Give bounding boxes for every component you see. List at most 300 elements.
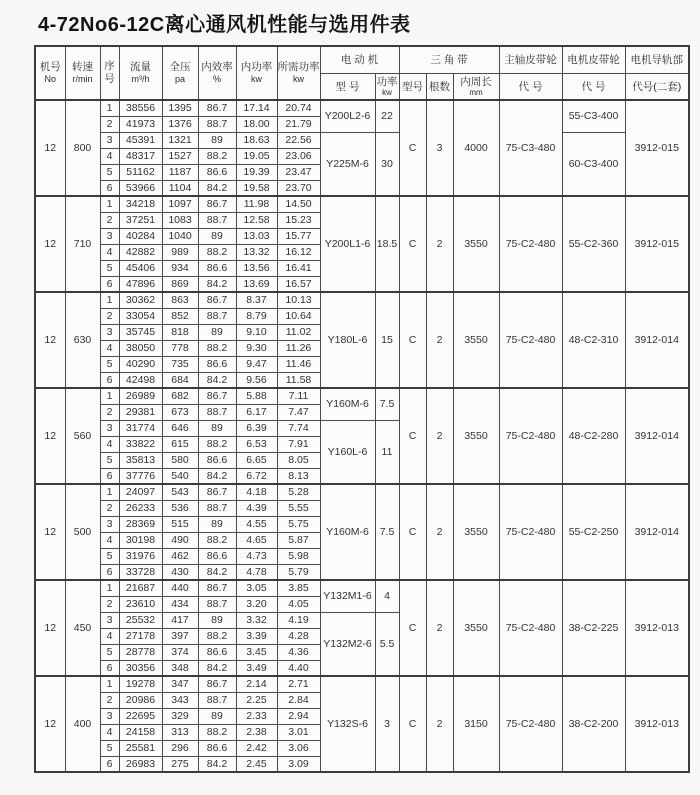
cell-seq: 1 [100, 580, 119, 596]
cell-seq: 2 [100, 596, 119, 612]
cell-efficiency: 89 [198, 420, 236, 436]
cell-inner-power: 3.05 [236, 580, 277, 596]
cell-efficiency: 89 [198, 132, 236, 148]
cell-seq: 4 [100, 340, 119, 356]
cell-main-pulley-code: 75-C2-480 [499, 676, 562, 772]
col-group-motor: 电 动 机 [320, 46, 399, 73]
cell-efficiency: 86.7 [198, 484, 236, 500]
cell-pressure: 515 [162, 516, 198, 532]
table-row [35, 484, 689, 500]
cell-seq: 4 [100, 436, 119, 452]
cell-required-power: 16.12 [277, 244, 320, 260]
col-header-pressure [162, 46, 198, 100]
cell-required-power: 3.09 [277, 756, 320, 772]
cell-required-power: 23.06 [277, 148, 320, 164]
cell-motor-pulley-code: 38-C2-200 [562, 676, 625, 772]
col-header-required-power [277, 46, 320, 100]
cell-required-power: 7.74 [277, 420, 320, 436]
cell-inner-power: 2.45 [236, 756, 277, 772]
cell-inner-power: 4.78 [236, 564, 277, 580]
fan-selection-table [34, 45, 690, 773]
cell-flow: 45391 [119, 132, 162, 148]
speed-unit: r/min [72, 73, 93, 84]
cell-belt-model: C [399, 484, 426, 580]
cell-efficiency: 86.6 [198, 452, 236, 468]
cell-pressure: 348 [162, 660, 198, 676]
table-row [35, 292, 689, 308]
cell-efficiency: 84.2 [198, 756, 236, 772]
cell-pressure: 430 [162, 564, 198, 580]
col-header-efficiency [198, 46, 236, 100]
table-body [35, 100, 689, 772]
machine-no-unit: No [44, 73, 56, 84]
cell-inner-power: 9.56 [236, 372, 277, 388]
cell-seq: 6 [100, 660, 119, 676]
cell-pressure: 1527 [162, 148, 198, 164]
cell-efficiency: 84.2 [198, 276, 236, 292]
cell-inner-power: 19.05 [236, 148, 277, 164]
cell-required-power: 20.74 [277, 100, 320, 116]
cell-inner-power: 9.30 [236, 340, 277, 356]
cell-pressure: 543 [162, 484, 198, 500]
cell-seq: 2 [100, 308, 119, 324]
cell-seq: 3 [100, 132, 119, 148]
cell-inner-power: 13.56 [236, 260, 277, 276]
cell-rail-code: 3912-014 [625, 292, 689, 388]
cell-required-power: 15.23 [277, 212, 320, 228]
cell-speed: 800 [65, 100, 100, 196]
cell-machine-no: 12 [35, 580, 65, 676]
cell-belt-length: 3550 [453, 484, 499, 580]
cell-seq: 1 [100, 100, 119, 116]
cell-seq: 3 [100, 708, 119, 724]
cell-efficiency: 84.2 [198, 564, 236, 580]
cell-efficiency: 86.7 [198, 100, 236, 116]
cell-efficiency: 88.7 [198, 404, 236, 420]
cell-flow: 26989 [119, 388, 162, 404]
cell-motor-model: Y160M-6 [320, 388, 375, 420]
cell-efficiency: 86.6 [198, 644, 236, 660]
cell-seq: 5 [100, 740, 119, 756]
cell-pressure: 863 [162, 292, 198, 308]
cell-pressure: 397 [162, 628, 198, 644]
cell-seq: 2 [100, 500, 119, 516]
cell-seq: 3 [100, 324, 119, 340]
cell-pressure: 673 [162, 404, 198, 420]
cell-inner-power: 6.65 [236, 452, 277, 468]
inner-power-unit: kw [251, 73, 262, 84]
cell-efficiency: 86.6 [198, 548, 236, 564]
cell-pressure: 1104 [162, 180, 198, 196]
cell-required-power: 8.13 [277, 468, 320, 484]
machine-no-label: 机号 [39, 61, 61, 74]
cell-main-pulley-code: 75-C2-480 [499, 484, 562, 580]
cell-efficiency: 86.6 [198, 356, 236, 372]
cell-inner-power: 6.53 [236, 436, 277, 452]
cell-efficiency: 88.7 [198, 692, 236, 708]
cell-required-power: 10.64 [277, 308, 320, 324]
cell-required-power: 5.55 [277, 500, 320, 516]
cell-inner-power: 17.14 [236, 100, 277, 116]
pressure-label: 全压 [169, 61, 191, 74]
col-group-motor-pulley: 电机皮带轮 [562, 46, 625, 73]
cell-required-power: 3.06 [277, 740, 320, 756]
cell-seq: 4 [100, 628, 119, 644]
cell-main-pulley-code: 75-C2-480 [499, 388, 562, 484]
cell-inner-power: 13.32 [236, 244, 277, 260]
cell-pressure: 296 [162, 740, 198, 756]
cell-pressure: 580 [162, 452, 198, 468]
cell-required-power: 4.05 [277, 596, 320, 612]
cell-motor-pulley-code: 60-C3-400 [562, 132, 625, 196]
cell-motor-power: 4 [375, 580, 399, 612]
cell-seq: 5 [100, 452, 119, 468]
cell-belt-length: 3150 [453, 676, 499, 772]
cell-required-power: 4.40 [277, 660, 320, 676]
cell-required-power: 10.13 [277, 292, 320, 308]
table-row [35, 388, 689, 404]
required-power-label: 所需功率 [277, 61, 320, 74]
cell-required-power: 5.87 [277, 532, 320, 548]
cell-belt-length: 4000 [453, 100, 499, 196]
cell-belt-count: 2 [426, 388, 453, 484]
belt-length-label: 内周长 [460, 76, 492, 89]
cell-flow: 48317 [119, 148, 162, 164]
cell-main-pulley-code: 75-C2-480 [499, 580, 562, 676]
cell-efficiency: 86.6 [198, 260, 236, 276]
col-header-rail-code: 代号(二套) [625, 73, 689, 100]
col-header-motor-pulley-code: 代 号 [562, 73, 625, 100]
cell-efficiency: 86.7 [198, 676, 236, 692]
table-row [35, 676, 689, 692]
col-header-inner-power [236, 46, 277, 100]
cell-efficiency: 86.7 [198, 292, 236, 308]
cell-pressure: 852 [162, 308, 198, 324]
cell-motor-power: 7.5 [375, 388, 399, 420]
cell-flow: 25532 [119, 612, 162, 628]
cell-belt-length: 3550 [453, 292, 499, 388]
cell-inner-power: 19.58 [236, 180, 277, 196]
col-header-main-pulley-code: 代 号 [499, 73, 562, 100]
cell-seq: 5 [100, 644, 119, 660]
cell-pressure: 989 [162, 244, 198, 260]
cell-flow: 19278 [119, 676, 162, 692]
cell-speed: 450 [65, 580, 100, 676]
cell-seq: 3 [100, 420, 119, 436]
cell-seq: 6 [100, 756, 119, 772]
cell-motor-model: Y200L2-6 [320, 100, 375, 132]
cell-belt-length: 3550 [453, 580, 499, 676]
cell-flow: 51162 [119, 164, 162, 180]
cell-flow: 33822 [119, 436, 162, 452]
table-row [35, 196, 689, 212]
cell-inner-power: 4.55 [236, 516, 277, 532]
cell-efficiency: 84.2 [198, 468, 236, 484]
cell-efficiency: 86.6 [198, 164, 236, 180]
cell-seq: 2 [100, 116, 119, 132]
cell-belt-model: C [399, 196, 426, 292]
cell-required-power: 4.28 [277, 628, 320, 644]
col-header-belt-model: 型号 [399, 73, 426, 100]
cell-speed: 560 [65, 388, 100, 484]
cell-required-power: 14.50 [277, 196, 320, 212]
cell-belt-length: 3550 [453, 388, 499, 484]
cell-pressure: 275 [162, 756, 198, 772]
cell-inner-power: 6.39 [236, 420, 277, 436]
cell-required-power: 4.19 [277, 612, 320, 628]
cell-belt-model: C [399, 580, 426, 676]
cell-pressure: 536 [162, 500, 198, 516]
cell-motor-power: 30 [375, 132, 399, 196]
cell-inner-power: 13.03 [236, 228, 277, 244]
cell-pressure: 343 [162, 692, 198, 708]
cell-belt-model: C [399, 100, 426, 196]
cell-required-power: 5.75 [277, 516, 320, 532]
cell-seq: 1 [100, 484, 119, 500]
cell-flow: 31976 [119, 548, 162, 564]
cell-seq: 1 [100, 676, 119, 692]
cell-required-power: 11.02 [277, 324, 320, 340]
flow-label: 流量 [130, 61, 151, 74]
table-row [35, 100, 689, 116]
cell-seq: 2 [100, 692, 119, 708]
cell-inner-power: 8.37 [236, 292, 277, 308]
cell-inner-power: 6.17 [236, 404, 277, 420]
cell-required-power: 22.56 [277, 132, 320, 148]
cell-pressure: 462 [162, 548, 198, 564]
cell-pressure: 682 [162, 388, 198, 404]
required-power-unit: kw [293, 73, 304, 84]
cell-rail-code: 3912-013 [625, 580, 689, 676]
cell-pressure: 818 [162, 324, 198, 340]
cell-seq: 1 [100, 196, 119, 212]
cell-pressure: 1321 [162, 132, 198, 148]
cell-motor-power: 3 [375, 676, 399, 772]
cell-seq: 4 [100, 148, 119, 164]
cell-flow: 38556 [119, 100, 162, 116]
cell-flow: 22695 [119, 708, 162, 724]
inner-power-label: 内功率 [240, 61, 273, 74]
cell-seq: 4 [100, 532, 119, 548]
col-header-seq [100, 46, 119, 100]
cell-required-power: 23.47 [277, 164, 320, 180]
cell-machine-no: 12 [35, 292, 65, 388]
cell-flow: 28369 [119, 516, 162, 532]
cell-required-power: 2.84 [277, 692, 320, 708]
cell-pressure: 434 [162, 596, 198, 612]
cell-flow: 30198 [119, 532, 162, 548]
cell-speed: 630 [65, 292, 100, 388]
cell-required-power: 2.71 [277, 676, 320, 692]
cell-efficiency: 88.2 [198, 436, 236, 452]
col-header-flow [119, 46, 162, 100]
cell-inner-power: 2.38 [236, 724, 277, 740]
col-header-speed [65, 46, 100, 100]
cell-seq: 3 [100, 516, 119, 532]
cell-efficiency: 86.7 [198, 196, 236, 212]
cell-flow: 38050 [119, 340, 162, 356]
cell-efficiency: 89 [198, 228, 236, 244]
cell-required-power: 3.01 [277, 724, 320, 740]
cell-inner-power: 2.33 [236, 708, 277, 724]
cell-motor-model: Y160L-6 [320, 420, 375, 484]
cell-inner-power: 3.20 [236, 596, 277, 612]
cell-machine-no: 12 [35, 196, 65, 292]
cell-motor-model: Y132M1-6 [320, 580, 375, 612]
cell-seq: 1 [100, 292, 119, 308]
efficiency-unit: % [212, 73, 221, 84]
cell-belt-model: C [399, 676, 426, 772]
cell-efficiency: 88.2 [198, 724, 236, 740]
cell-flow: 35745 [119, 324, 162, 340]
cell-seq: 6 [100, 372, 119, 388]
cell-required-power: 11.46 [277, 356, 320, 372]
cell-pressure: 329 [162, 708, 198, 724]
efficiency-label: 内效率 [201, 61, 233, 74]
cell-efficiency: 89 [198, 612, 236, 628]
cell-flow: 29381 [119, 404, 162, 420]
header-group-row [35, 46, 689, 73]
cell-inner-power: 18.00 [236, 116, 277, 132]
cell-speed: 710 [65, 196, 100, 292]
table-row [35, 132, 689, 148]
cell-pressure: 934 [162, 260, 198, 276]
cell-belt-model: C [399, 292, 426, 388]
cell-main-pulley-code: 75-C2-480 [499, 292, 562, 388]
cell-flow: 20986 [119, 692, 162, 708]
col-header-motor-model: 型 号 [320, 73, 375, 100]
cell-flow: 37251 [119, 212, 162, 228]
cell-belt-count: 2 [426, 196, 453, 292]
col-group-main-pulley: 主轴皮带轮 [499, 46, 562, 73]
cell-pressure: 684 [162, 372, 198, 388]
cell-required-power: 3.85 [277, 580, 320, 596]
cell-inner-power: 4.65 [236, 532, 277, 548]
cell-motor-pulley-code: 55-C3-400 [562, 100, 625, 132]
cell-efficiency: 84.2 [198, 660, 236, 676]
cell-inner-power: 2.14 [236, 676, 277, 692]
cell-motor-model: Y132S-6 [320, 676, 375, 772]
cell-flow: 28778 [119, 644, 162, 660]
cell-motor-power: 15 [375, 292, 399, 388]
cell-efficiency: 88.2 [198, 628, 236, 644]
cell-required-power: 11.58 [277, 372, 320, 388]
cell-efficiency: 88.7 [198, 116, 236, 132]
cell-rail-code: 3912-014 [625, 484, 689, 580]
cell-pressure: 1083 [162, 212, 198, 228]
cell-motor-power: 7.5 [375, 484, 399, 580]
cell-pressure: 313 [162, 724, 198, 740]
cell-inner-power: 9.47 [236, 356, 277, 372]
cell-machine-no: 12 [35, 676, 65, 772]
cell-required-power: 2.94 [277, 708, 320, 724]
cell-motor-model: Y180L-6 [320, 292, 375, 388]
table-row [35, 580, 689, 596]
cell-motor-power: 22 [375, 100, 399, 132]
cell-flow: 42882 [119, 244, 162, 260]
cell-flow: 41973 [119, 116, 162, 132]
cell-machine-no: 12 [35, 484, 65, 580]
cell-pressure: 1187 [162, 164, 198, 180]
speed-label: 转速 [72, 61, 93, 74]
cell-machine-no: 12 [35, 388, 65, 484]
cell-inner-power: 4.18 [236, 484, 277, 500]
cell-seq: 6 [100, 564, 119, 580]
cell-flow: 23610 [119, 596, 162, 612]
cell-efficiency: 86.7 [198, 580, 236, 596]
cell-efficiency: 88.2 [198, 532, 236, 548]
cell-belt-count: 2 [426, 292, 453, 388]
cell-required-power: 21.79 [277, 116, 320, 132]
cell-motor-pulley-code: 48-C2-310 [562, 292, 625, 388]
cell-required-power: 8.05 [277, 452, 320, 468]
cell-required-power: 4.36 [277, 644, 320, 660]
cell-pressure: 735 [162, 356, 198, 372]
cell-flow: 21687 [119, 580, 162, 596]
cell-flow: 31774 [119, 420, 162, 436]
motor-power-label: 功率 [376, 76, 398, 89]
cell-pressure: 1395 [162, 100, 198, 116]
cell-main-pulley-code: 75-C2-480 [499, 196, 562, 292]
cell-motor-model: Y160M-6 [320, 484, 375, 580]
cell-seq: 3 [100, 228, 119, 244]
cell-motor-model: Y225M-6 [320, 132, 375, 196]
cell-efficiency: 88.2 [198, 244, 236, 260]
cell-belt-count: 2 [426, 676, 453, 772]
cell-required-power: 7.11 [277, 388, 320, 404]
cell-pressure: 417 [162, 612, 198, 628]
cell-inner-power: 12.58 [236, 212, 277, 228]
cell-inner-power: 2.25 [236, 692, 277, 708]
seq-label-1: 序 [104, 60, 115, 73]
cell-motor-pulley-code: 48-C2-280 [562, 388, 625, 484]
cell-flow: 34218 [119, 196, 162, 212]
cell-required-power: 16.41 [277, 260, 320, 276]
cell-required-power: 16.57 [277, 276, 320, 292]
cell-inner-power: 4.73 [236, 548, 277, 564]
cell-belt-model: C [399, 388, 426, 484]
cell-inner-power: 3.45 [236, 644, 277, 660]
page-title: 4-72No6-12C离心通风机性能与选用件表 [38, 14, 411, 36]
cell-belt-count: 3 [426, 100, 453, 196]
cell-efficiency: 89 [198, 324, 236, 340]
cell-belt-length: 3550 [453, 196, 499, 292]
cell-rail-code: 3912-015 [625, 100, 689, 196]
cell-required-power: 5.98 [277, 548, 320, 564]
cell-flow: 30362 [119, 292, 162, 308]
cell-motor-power: 11 [375, 420, 399, 484]
cell-motor-pulley-code: 38-C2-225 [562, 580, 625, 676]
cell-pressure: 778 [162, 340, 198, 356]
cell-flow: 35813 [119, 452, 162, 468]
cell-flow: 33054 [119, 308, 162, 324]
cell-flow: 24158 [119, 724, 162, 740]
cell-inner-power: 2.42 [236, 740, 277, 756]
cell-efficiency: 89 [198, 516, 236, 532]
cell-pressure: 347 [162, 676, 198, 692]
cell-belt-count: 2 [426, 484, 453, 580]
cell-inner-power: 18.63 [236, 132, 277, 148]
cell-seq: 6 [100, 180, 119, 196]
cell-flow: 47896 [119, 276, 162, 292]
cell-seq: 5 [100, 548, 119, 564]
cell-efficiency: 86.6 [198, 740, 236, 756]
cell-pressure: 1376 [162, 116, 198, 132]
cell-seq: 5 [100, 356, 119, 372]
motor-power-unit: kw [382, 87, 392, 97]
cell-seq: 6 [100, 276, 119, 292]
cell-pressure: 1040 [162, 228, 198, 244]
